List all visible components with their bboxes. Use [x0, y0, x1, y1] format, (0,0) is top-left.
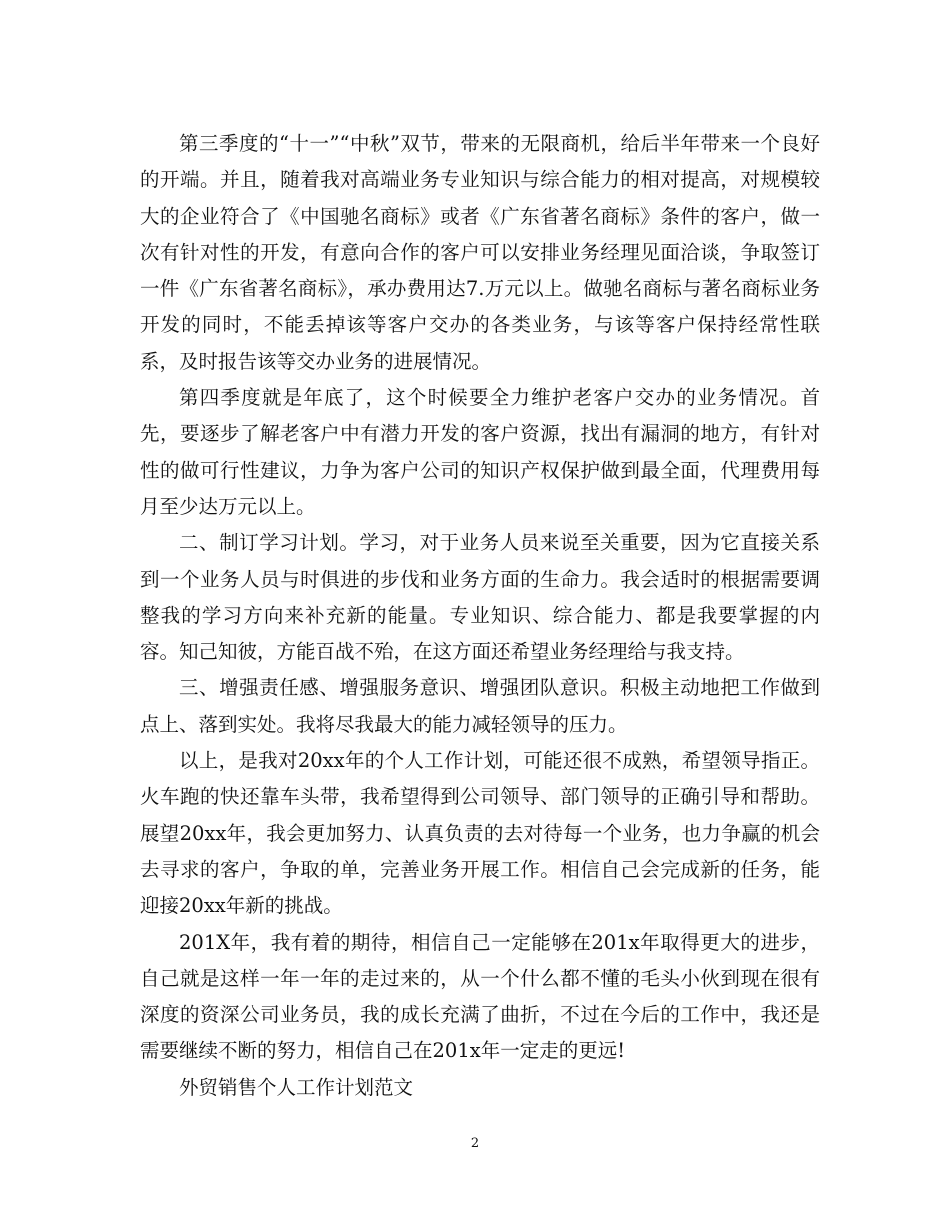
paragraph-next-title: 外贸销售个人工作计划范文 — [179, 1075, 414, 1099]
document-body — [140, 126, 820, 1106]
page-number: 2 — [470, 1136, 480, 1151]
paragraph-summary: 以上，是我对20xx年的个人工作计划，可能还很不成熟，希望领导指正。火车跑的快还靠车头带，我希望得到公司领导、部门领导的正确引导和帮助。展望20xx年，我会更加努力、认真负责的去对待每一个业务，也力争赢的机会去寻求的客户，争取的单，完善业务开展工作。相信自己会完成新的任务，能迎接20xx年新的挑战。 — [140, 749, 820, 918]
paragraph-study-plan: 二、制订学习计划。学习，对于业务人员来说至关重要，因为它直接关系到一个业务人员与时俱进的步伐和业务方面的生命力。我会适时的根据需要调整我的学习方向来补充新的能量。专业知识、综合能力、都是我要掌握的内容。知己知彼，方能百战不殆，在这方面还希望业务经理给与我支持。 — [140, 531, 820, 664]
paragraph-q4-plan: 第四季度就是年底了，这个时候要全力维护老客户交办的业务情况。首先，要逐步了解老客户中有潜力开发的客户资源，找出有漏洞的地方，有针对性的做可行性建议，力争为客户公司的知识产权保护做到最全面，代理费用每月至少达万元以上。 — [140, 386, 820, 518]
paragraph-q3-plan: 第三季度的“十一”“中秋”双节，带来的无限商机，给后半年带来一个良好的开端。并且，随着我对高端业务专业知识与综合能力的相对提高，对规模较大的企业符合了《中国驰名商标》或者《广东省著名商标》条件的客户，做一次有针对性的开发，有意向合作的客户可以安排业务经理见面洽谈，争取签订一件《广东省著名商标》，承办费用达7.万元以上。做驰名商标与著名商标业务开发的同时，不能丢掉该等客户交办的各类业务，与该等客户保持经常性联系，及时报告该等交办业务的进展情况。 — [140, 132, 820, 373]
paragraph-responsibility: 三、增强责任感、增强服务意识、增强团队意识。积极主动地把工作做到点上、落到实处。我将尽我最大的能力减轻领导的压力。 — [140, 676, 820, 736]
paragraph-expectation: 201X年，我有着的期待，相信自己一定能够在201x年取得更大的进步，自己就是这样一年一年的走过来的，从一个什么都不懂的毛头小伙到现在很有深度的资深公司业务员，我的成长充满了曲折，不过在今后的工作中，我还是需要继续不断的努力，相信自己在201x年一定走的更远! — [140, 930, 820, 1063]
